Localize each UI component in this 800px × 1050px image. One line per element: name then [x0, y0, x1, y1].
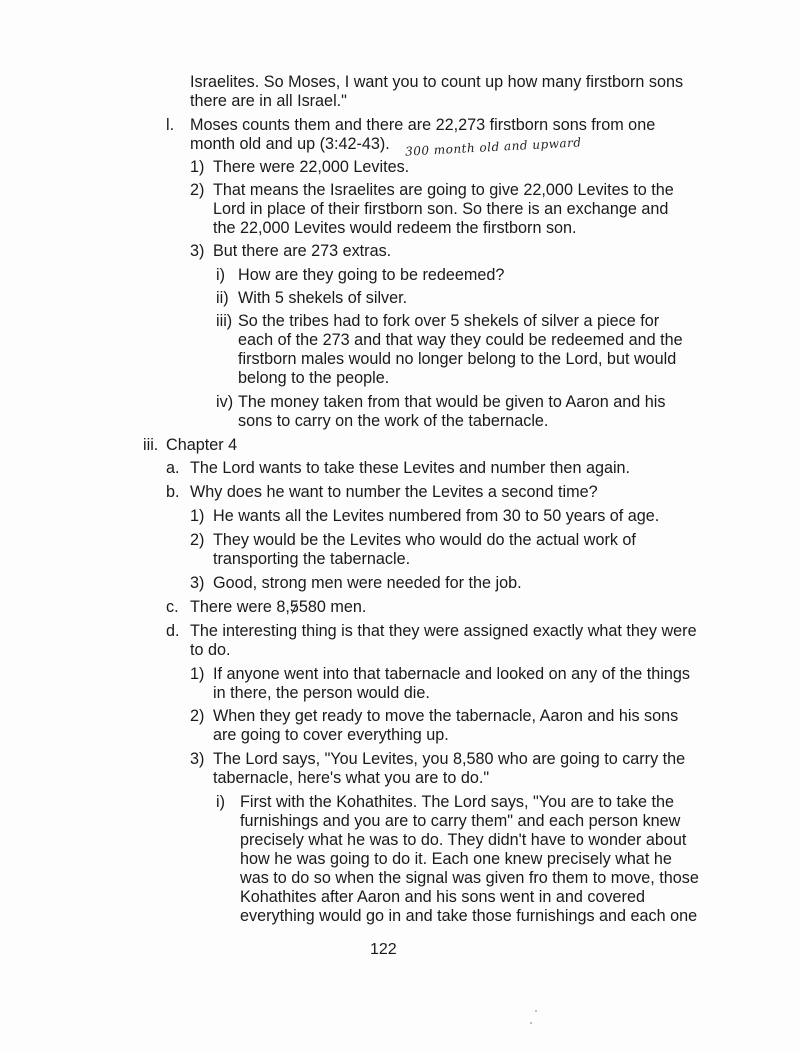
list-item-text: The money taken from that would be given to Aaron and his — [238, 393, 666, 411]
list-item-text: in there, the person would die. — [213, 684, 430, 702]
list-item-text: belong to the people. — [238, 369, 390, 387]
list-marker: 2) — [190, 707, 205, 725]
list-marker: 3) — [190, 750, 205, 768]
list-marker: iv) — [216, 393, 234, 411]
struck-correction: 5 — [289, 598, 299, 616]
list-marker: d. — [166, 622, 180, 640]
list-item-text: Why does he want to number the Levites a second time? — [190, 483, 598, 501]
list-item-text: are going to cover everything up. — [213, 726, 449, 744]
list-item-text: each of the 273 and that way they could be redeemed and the — [238, 331, 683, 349]
list-item-text: how he was going to do it. Each one knew precisely what he — [240, 850, 672, 868]
list-item-text: So the tribes had to fork over 5 shekels of silver a piece for — [238, 312, 660, 330]
list-item-text: When they get ready to move the tabernacle, Aaron and his sons — [213, 707, 679, 725]
list-item-text: furnishings and you are to carry them" and each person knew — [240, 812, 681, 830]
list-marker: l. — [166, 116, 175, 134]
list-item-text: the 22,000 Levites would redeem the firstborn son. — [213, 219, 577, 237]
list-item-text: precisely what he was to do. They didn't have to wonder about — [240, 831, 687, 849]
list-marker: 1) — [190, 507, 205, 525]
list-marker: i) — [216, 266, 225, 284]
list-item-text: How are they going to be redeemed? — [238, 266, 505, 284]
list-marker: ii) — [216, 289, 229, 307]
list-item-text: Moses counts them and there are 22,273 firstborn sons from one — [190, 116, 656, 134]
list-item-text: transporting the tabernacle. — [213, 550, 411, 568]
list-marker: 1) — [190, 665, 205, 683]
list-item-text: everything would go in and take those furnishings and each one — [240, 907, 698, 925]
list-marker: 2) — [190, 531, 205, 549]
list-item-text: Good, strong men were needed for the job. — [213, 574, 522, 592]
list-item-text: to do. — [190, 641, 231, 659]
list-marker: c. — [166, 598, 179, 616]
list-marker: 3) — [190, 242, 205, 260]
list-marker: 3) — [190, 574, 205, 592]
list-item-text: month old and up (3:42-43). — [190, 135, 390, 153]
list-marker: iii) — [216, 312, 233, 330]
list-item-text: Lord in place of their firstborn son. So there is an exchange and — [213, 200, 669, 218]
list-marker: iii. — [143, 436, 159, 454]
list-item-text — [190, 598, 366, 617]
page-number: 122 — [370, 941, 397, 958]
list-item-text: First with the Kohathites. The Lord says, "You are to take the — [240, 793, 675, 811]
list-item-text: He wants all the Levites numbered from 30 to 50 years of age. — [213, 507, 660, 525]
list-item-text: The Lord wants to take these Levites and number then again. — [190, 459, 631, 477]
list-item-text: With 5 shekels of silver. — [238, 289, 408, 307]
list-marker: a. — [166, 459, 180, 477]
list-marker: 2) — [190, 181, 205, 199]
list-item-text: There were 22,000 Levites. — [213, 158, 410, 176]
text-segment: 580 men. — [298, 598, 367, 616]
list-item-text: The interesting thing is that they were assigned exactly what they were — [190, 622, 697, 640]
list-item-text: The Lord says, "You Levites, you 8,580 who are going to carry the — [213, 750, 686, 768]
handwritten-annotation: 300 month old and upward — [404, 135, 582, 159]
list-item-text: Israelites. So Moses, I want you to count up how many firstborn sons — [190, 73, 684, 91]
list-item-text: tabernacle, here's what you are to do." — [213, 769, 490, 787]
list-item-text: was to do so when the signal was given fro them to move, those — [240, 869, 699, 887]
text-segment: There were 8, — [190, 598, 290, 616]
list-item-text: there are in all Israel." — [190, 92, 347, 110]
list-item-text: But there are 273 extras. — [213, 242, 392, 260]
scan-speck — [535, 1010, 537, 1012]
list-marker: i) — [216, 793, 225, 811]
list-item-text: Kohathites after Aaron and his sons went in and covered — [240, 888, 645, 906]
list-item-text: sons to carry on the work of the tabernacle. — [238, 412, 549, 430]
list-marker: 1) — [190, 158, 205, 176]
list-item-text: Chapter 4 — [166, 436, 238, 454]
list-item-text: They would be the Levites who would do the actual work of — [213, 531, 636, 549]
list-marker: b. — [166, 483, 180, 501]
scan-speck — [530, 1022, 532, 1024]
list-item-text: That means the Israelites are going to give 22,000 Levites to the — [213, 181, 674, 199]
list-item-text: If anyone went into that tabernacle and looked on any of the things — [213, 665, 690, 683]
list-item-text: firstborn males would no longer belong to the Lord, but would — [238, 350, 677, 368]
